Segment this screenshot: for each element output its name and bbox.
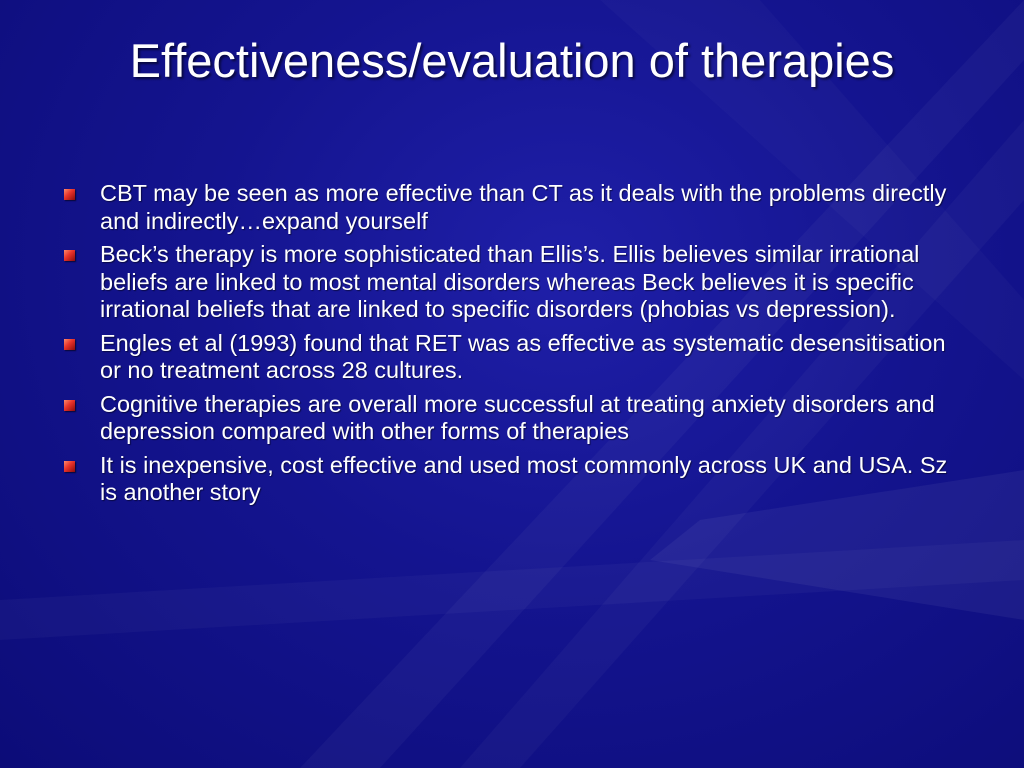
slide-title: Effectiveness/evaluation of therapies: [129, 34, 895, 87]
bullet-item: [60, 241, 970, 324]
bullet-text: Beck’s therapy is more sophisticated than Ellis’s. Ellis believes similar irrational beliefs are linked to most mental disorders whereas Beck believes it is specific irrational beliefs that are linked to specific disorders (phobias vs depression).: [100, 241, 920, 322]
square-bullet-icon: [64, 400, 75, 411]
bullet-list: [60, 180, 970, 513]
bullet-text: CBT may be seen as more effective than CT as it deals with the problems directly and indirectly…expand yourself: [100, 180, 947, 234]
bullet-item: [60, 180, 970, 235]
square-bullet-icon: [64, 250, 75, 261]
bullet-text: It is inexpensive, cost effective and used most commonly across UK and USA. Sz is another story: [100, 451, 948, 505]
bullet-item: [60, 330, 970, 385]
bullet-item: [60, 391, 970, 446]
bullet-text: Cognitive therapies are overall more successful at treating anxiety disorders and depression compared with other forms of therapies: [100, 390, 935, 444]
square-bullet-icon: [64, 461, 75, 472]
square-bullet-icon: [64, 189, 75, 200]
bullet-item: [60, 452, 970, 507]
bullet-text: Engles et al (1993) found that RET was as effective as systematic desensitisation or no treatment across 28 cultures.: [100, 329, 946, 383]
square-bullet-icon: [64, 339, 75, 350]
